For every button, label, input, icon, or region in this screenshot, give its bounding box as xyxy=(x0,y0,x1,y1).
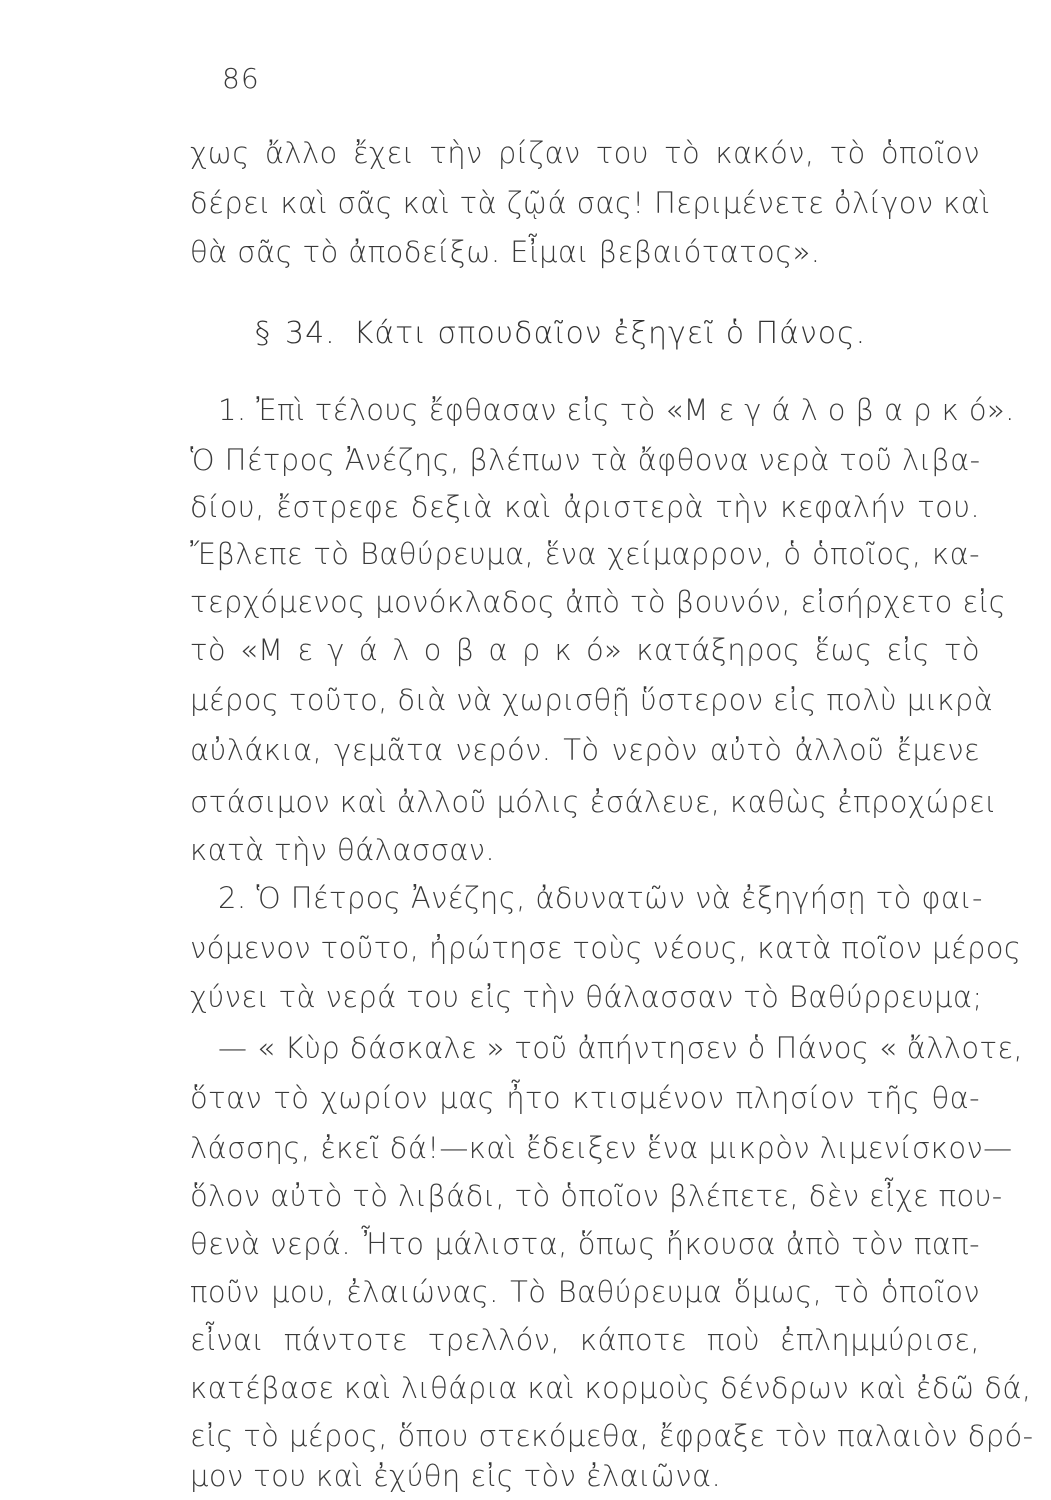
paragraph-3-line: λάσσης, ἐκεῖ δά!—καὶ ἔδειξεν ἕνα μικρὸν λιμενίσκον— xyxy=(190,1131,1013,1165)
paragraph-2-line: νόμενον τοῦτο, ἠρώτησε τοὺς νέους, κατὰ ποῖον μέρος xyxy=(190,931,1022,965)
paragraph-3-line: μον του καὶ ἐχύθη εἰς τὸν ἐλαιῶνα. xyxy=(190,1459,722,1493)
paragraph-1-line: στάσιμον καὶ ἀλλοῦ μόλις ἐσάλευε, καθὼς ἐπροχώρει xyxy=(190,785,997,819)
paragraph-1-line: μέρος τοῦτο, διὰ νὰ χωρισθῇ ὕστερον εἰς πολὺ μικρὰ xyxy=(190,683,994,717)
paragraph-3-line: ποῦν μου, ἐλαιώνας. Τὸ Βαθύρευμα ὅμως, τὸ ὁποῖον xyxy=(190,1275,980,1309)
paragraph-2-line: 2. Ὁ Πέτρος Ἀνέζης, ἀδυνατῶν νὰ ἐξηγήσῃ τὸ φαι- xyxy=(218,881,983,915)
intro-line: θὰ σᾶς τὸ ἀποδείξω. Εἶμαι βεβαιότατος». xyxy=(190,235,821,269)
intro-line: δέρει καὶ σᾶς καὶ τὰ ζῷά σας! Περιμένετε ὀλίγον καὶ xyxy=(190,186,991,220)
paragraph-1-line: τερχόμενος μονόκλαδος ἀπὸ τὸ βουνόν, εἰσήρχετο εἰς xyxy=(190,585,1007,619)
paragraph-3-line: εἶναι πάντοτε τρελλόν, κάποτε ποὺ ἐπλημμύρισε, xyxy=(190,1323,980,1357)
paragraph-1-line: Ἔβλεπε τὸ Βαθύρευμα, ἕνα χείμαρρον, ὁ ὁποῖος, κα- xyxy=(190,537,980,571)
paragraph-1-line: Ὁ Πέτρος Ἀνέζης, βλέπων τὰ ἄφθονα νερὰ τοῦ λιβα- xyxy=(190,443,981,477)
paragraph-3-line: — « Κὺρ δάσκαλε » τοῦ ἀπήντησεν ὁ Πάνος « ἄλλοτε, xyxy=(218,1031,1024,1065)
paragraph-1-line: δίου, ἔστρεφε δεξιὰ καὶ ἀριστερὰ τὴν κεφαλήν του. xyxy=(190,490,980,524)
paragraph-3-line: κατέβασε καὶ λιθάρια καὶ κορμοὺς δένδρων καὶ ἐδῶ δά, xyxy=(190,1371,1032,1405)
paragraph-1-line: κατὰ τὴν θάλασσαν. xyxy=(190,833,496,867)
paragraph-2-line: χύνει τὰ νερά του εἰς τὴν θάλασσαν τὸ Βαθύρρευμα; xyxy=(190,980,983,1014)
section-heading xyxy=(255,312,866,356)
page-number: 86 xyxy=(222,62,260,95)
section-symbol: § xyxy=(255,316,271,351)
paragraph-1-line: αὐλάκια, γεμᾶτα νερόν. Τὸ νερὸν αὐτὸ ἀλλοῦ ἔμενε xyxy=(190,733,980,767)
paragraph-3-line: θενὰ νερά. Ἦτο μάλιστα, ὅπως ἤκουσα ἀπὸ τὸν παπ- xyxy=(190,1227,980,1261)
section-number: 34. xyxy=(285,316,336,351)
paragraph-1-line: 1. Ἐπὶ τέλους ἔφθασαν εἰς τὸ «Μ ε γ ά λ ο β α ρ κ ό». xyxy=(218,393,1015,427)
section-title: Κάτι σπουδαῖον ἐξηγεῖ ὁ Πάνος. xyxy=(353,316,867,351)
paragraph-3-line: ὅταν τὸ χωρίον μας ἦτο κτισμένον πλησίον τῆς θα- xyxy=(190,1081,980,1115)
paragraph-3-line: ὅλον αὐτὸ τὸ λιβάδι, τὸ ὁποῖον βλέπετε, δὲν εἶχε που- xyxy=(190,1179,1003,1213)
paragraph-1-line: τὸ «Μ ε γ ά λ ο β α ρ κ ό» κατάξηρος ἕως εἰς τὸ xyxy=(190,633,980,667)
intro-line: χως ἄλλο ἔχει τὴν ρίζαν του τὸ κακόν, τὸ ὁποῖον xyxy=(190,136,980,170)
paragraph-3-line: εἰς τὸ μέρος, ὅπου στεκόμεθα, ἔφραξε τὸν παλαιὸν δρό- xyxy=(190,1419,1034,1453)
